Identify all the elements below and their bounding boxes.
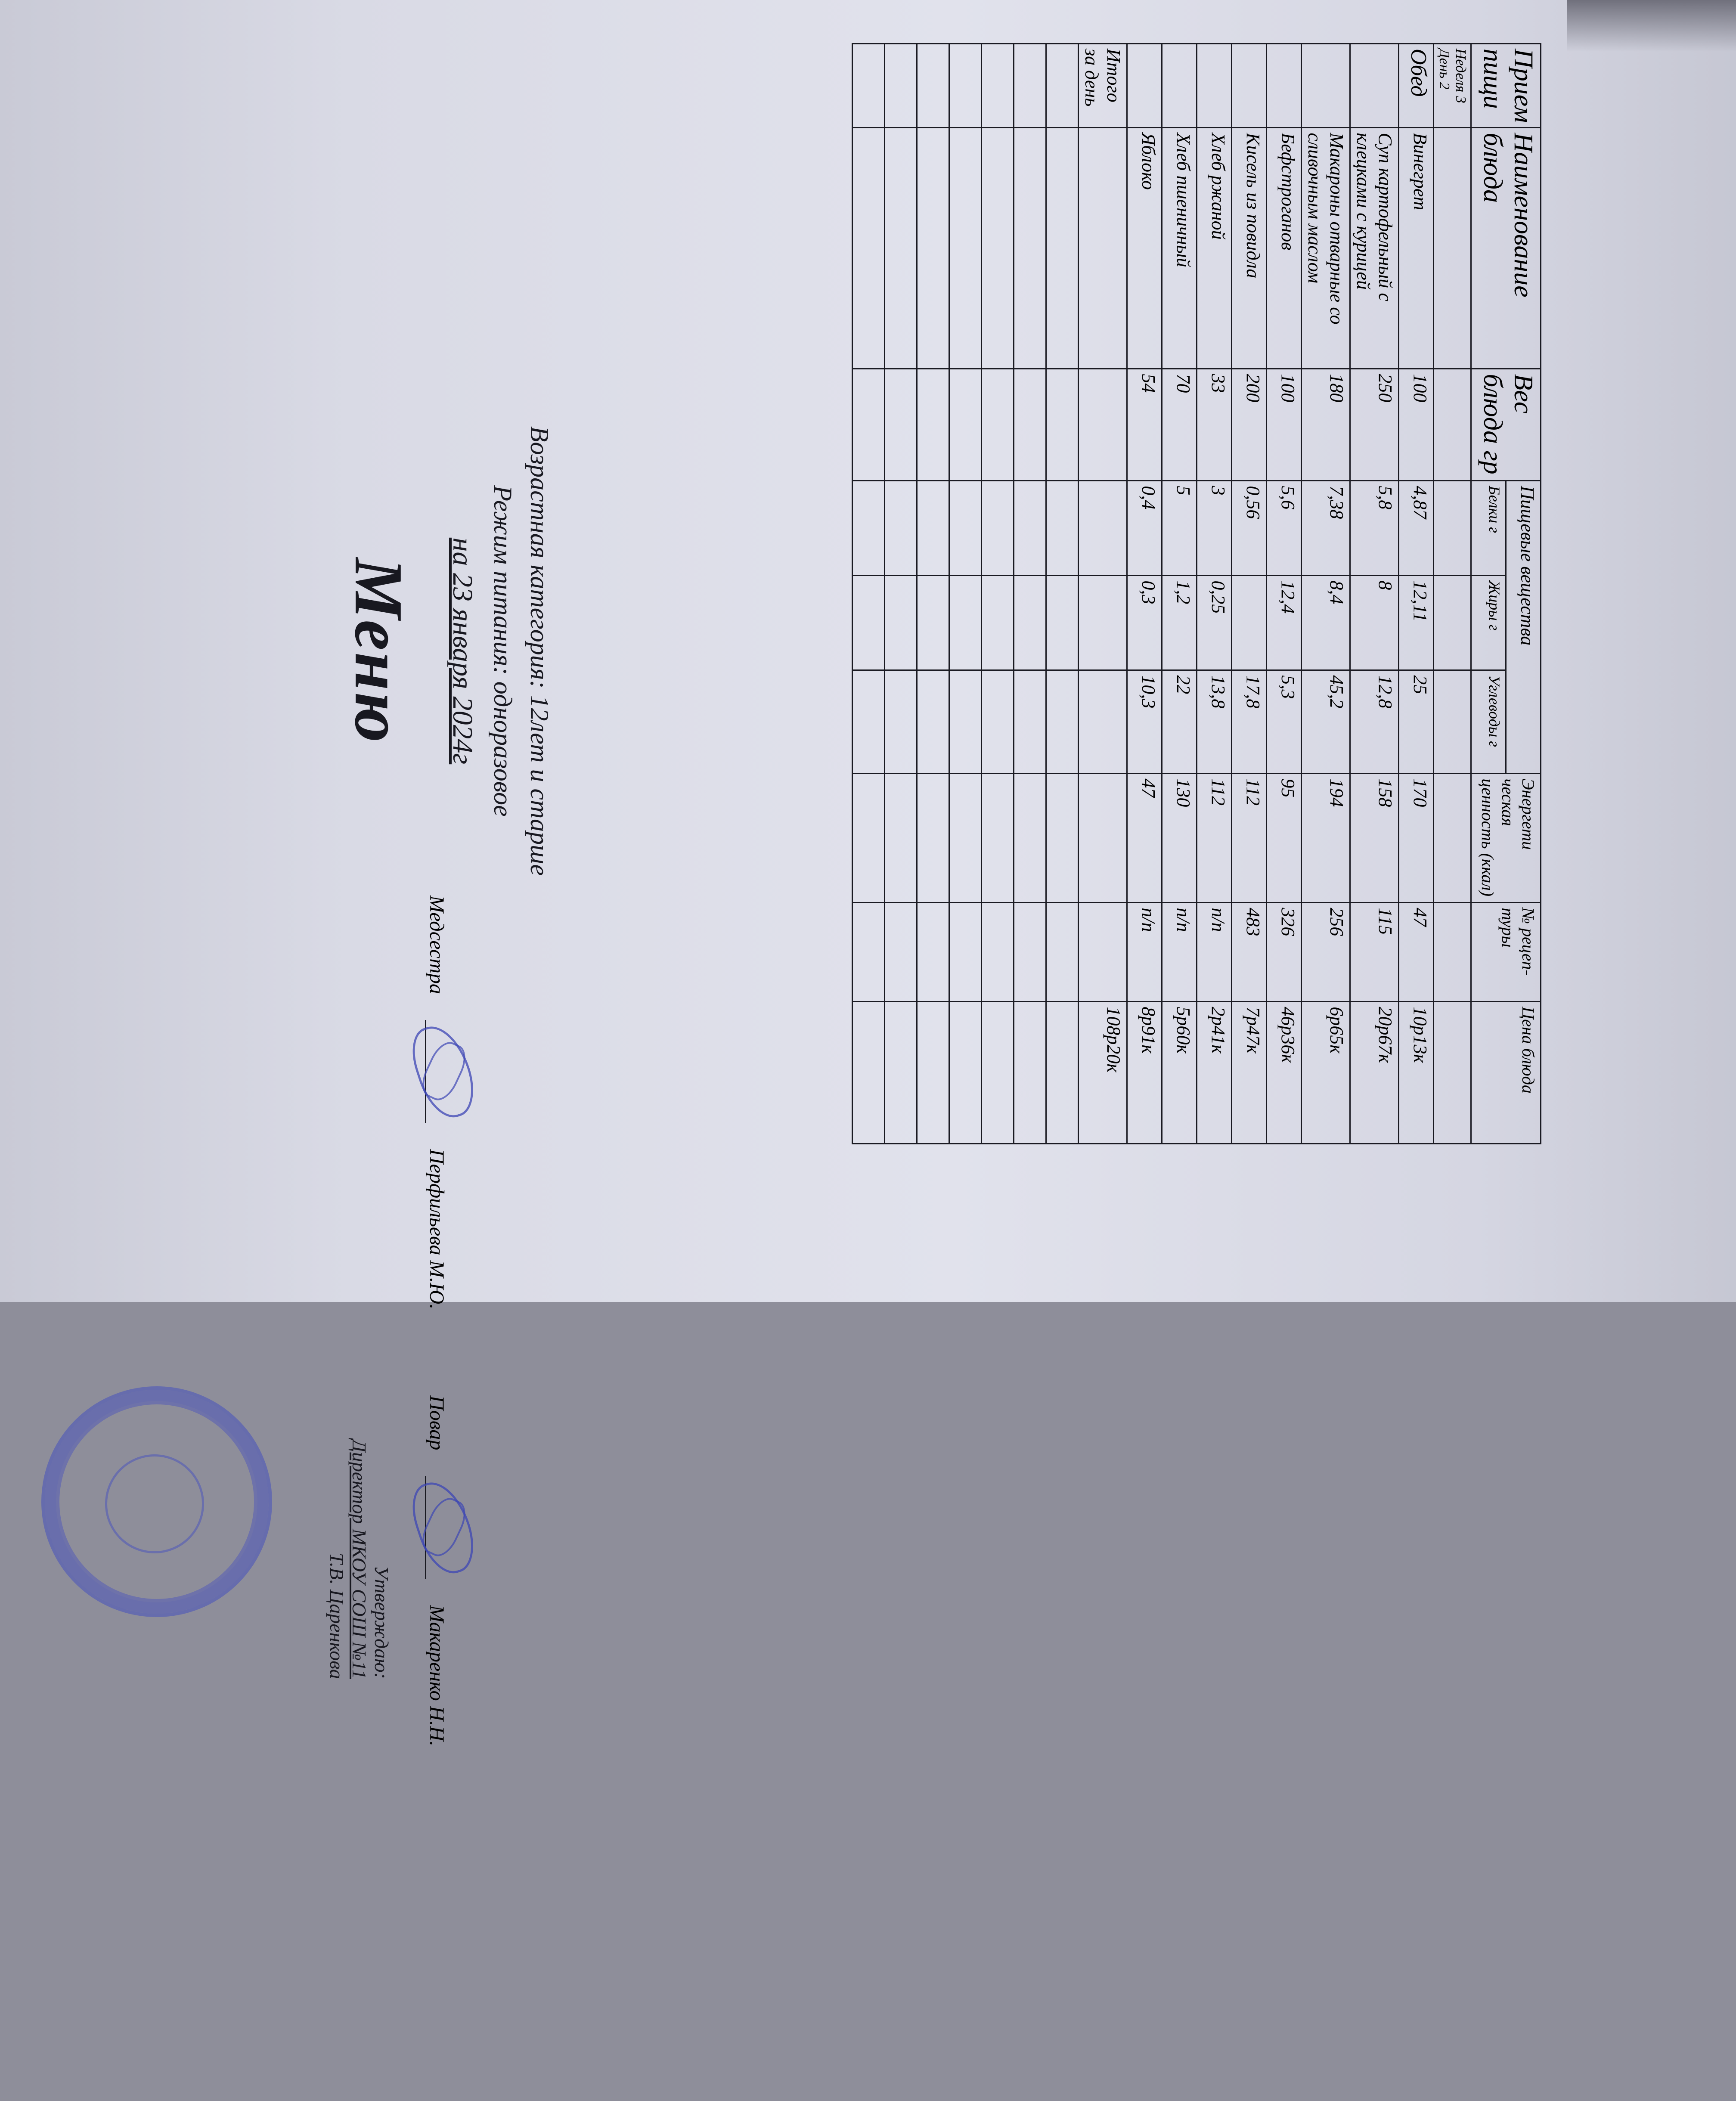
empty-cell (1046, 369, 1079, 481)
table-row (1267, 44, 1302, 1144)
empty-cell (852, 576, 885, 670)
cell-weight: 180 (1302, 369, 1350, 481)
cell-recipe: п/п (1127, 903, 1162, 1002)
cook-signature (425, 1476, 452, 1579)
footer-signatures (425, 896, 452, 2101)
cell-recipe: 256 (1302, 903, 1350, 1002)
cell-c: 17,8 (1232, 670, 1267, 774)
cell-f: 8,4 (1302, 576, 1350, 670)
empty-cell (1014, 576, 1046, 670)
cell-recipe: п/п (1162, 903, 1197, 1002)
empty-cell (982, 128, 1014, 369)
empty-cell (949, 576, 982, 670)
empty-cell (885, 128, 917, 369)
footer-rotator (366, 896, 452, 2101)
empty-cell (1046, 774, 1079, 903)
cell-price: 20р67к (1350, 1002, 1399, 1144)
empty-cell (852, 1002, 885, 1144)
cell-kcal: 112 (1197, 774, 1232, 903)
empty-cell (1046, 44, 1079, 128)
empty-row (852, 44, 885, 1144)
cell-dish: Хлеб ржаной (1197, 128, 1232, 369)
empty-cell (982, 369, 1014, 481)
table-row (1197, 44, 1232, 1144)
empty-cell (917, 774, 949, 903)
empty-cell (885, 481, 917, 576)
empty-cell (1014, 1002, 1046, 1144)
header-fats: Жиры г (1471, 576, 1506, 670)
cell-kcal: 95 (1267, 774, 1302, 903)
school-stamp-inner-ring (105, 1454, 204, 1553)
empty-cell (982, 481, 1014, 576)
empty-cell (1014, 670, 1046, 774)
approval-line-3: Т.В. Царенкова (326, 1553, 348, 1679)
table-row (1350, 44, 1399, 1144)
header-price: Цена блюда (1471, 1002, 1541, 1144)
approval-line-2: Директор МКОУ СОШ №11 (348, 1439, 370, 1679)
empty-row (1046, 44, 1079, 1144)
empty-cell (1014, 903, 1046, 1002)
empty-cell (949, 1002, 982, 1144)
cell-kcal: 170 (1399, 774, 1434, 903)
cell-dish: Яблоко (1127, 128, 1162, 369)
age-category: Возрастная категория: 12лет и старше (525, 426, 554, 876)
empty-cell (949, 774, 982, 903)
empty-cell (852, 903, 885, 1002)
empty-cell (917, 1002, 949, 1144)
cell-weight: 100 (1267, 369, 1302, 481)
empty-cell (917, 44, 949, 128)
empty-cell (852, 670, 885, 774)
empty-cell (885, 44, 917, 128)
cell-f: 0,3 (1127, 576, 1162, 670)
nurse-name: Перфильева М.Ю. (425, 1149, 448, 1310)
cell-recipe: п/п (1197, 903, 1232, 1002)
cell-price: 7р47к (1232, 1002, 1267, 1144)
total-label: Итого за день (1079, 44, 1127, 128)
menu-table (852, 43, 1541, 1144)
week-day-label: Неделя 3 День 2 (1434, 44, 1471, 128)
cell-kcal: 158 (1350, 774, 1399, 903)
empty-cell (1014, 128, 1046, 369)
cell-p: 5 (1162, 481, 1197, 576)
cell-price: 2р41к (1197, 1002, 1232, 1144)
cell-p: 7,38 (1302, 481, 1350, 576)
empty-cell (917, 670, 949, 774)
empty-cell (885, 369, 917, 481)
cell-c: 45,2 (1302, 670, 1350, 774)
empty-cell (852, 774, 885, 903)
empty-cell (1046, 670, 1079, 774)
cell-c: 22 (1162, 670, 1197, 774)
cell-c: 13,8 (1197, 670, 1232, 774)
table-row (1399, 44, 1434, 1144)
cell-kcal: 47 (1127, 774, 1162, 903)
empty-cell (1014, 481, 1046, 576)
cell-f: 1,2 (1162, 576, 1197, 670)
cell-f: 8 (1350, 576, 1399, 670)
empty-cell (982, 576, 1014, 670)
empty-cell (852, 44, 885, 128)
empty-cell (1014, 774, 1046, 903)
total-row (1079, 44, 1127, 1144)
cell-price: 6р65к (1302, 1002, 1350, 1144)
cell-c: 5,3 (1267, 670, 1302, 774)
empty-cell (1046, 128, 1079, 369)
cell-f: 12,4 (1267, 576, 1302, 670)
cell-weight: 200 (1232, 369, 1267, 481)
cell-kcal: 112 (1232, 774, 1267, 903)
empty-cell (949, 44, 982, 128)
table-row (1302, 44, 1350, 1144)
empty-cell (949, 369, 982, 481)
cell-recipe: 115 (1350, 903, 1399, 1002)
cell-weight: 70 (1162, 369, 1197, 481)
empty-cell (949, 670, 982, 774)
empty-cell (917, 576, 949, 670)
cell-c: 10,3 (1127, 670, 1162, 774)
empty-cell (982, 44, 1014, 128)
cell-dish: Хлеб пшеничный (1162, 128, 1197, 369)
empty-cell (852, 128, 885, 369)
empty-cell (982, 670, 1014, 774)
cell-weight: 250 (1350, 369, 1399, 481)
empty-cell (1046, 1002, 1079, 1144)
empty-row (917, 44, 949, 1144)
empty-row (1014, 44, 1046, 1144)
cell-recipe: 47 (1399, 903, 1434, 1002)
cell-p: 5,8 (1350, 481, 1399, 576)
nurse-signature (425, 1020, 452, 1123)
empty-cell (982, 903, 1014, 1002)
empty-cell (949, 481, 982, 576)
school-stamp (41, 1386, 272, 1617)
menu-date: на 23 января 2024г (447, 537, 478, 765)
table-row (1232, 44, 1267, 1144)
cell-weight: 33 (1197, 369, 1232, 481)
week-day-row (1434, 44, 1471, 1144)
cell-kcal: 194 (1302, 774, 1350, 903)
cell-c: 12,8 (1350, 670, 1399, 774)
empty-cell (1046, 903, 1079, 1002)
cell-price: 10р13к (1399, 1002, 1434, 1144)
header-recipe: № рецеп-туры (1471, 903, 1541, 1002)
header-carbs: Углеводы г (1471, 670, 1506, 774)
empty-rows (852, 44, 1079, 1144)
empty-cell (885, 1002, 917, 1144)
cell-f: 12,11 (1399, 576, 1434, 670)
cell-p: 4,87 (1399, 481, 1434, 576)
empty-cell (982, 774, 1014, 903)
header-meal: Прием пищи (1471, 44, 1541, 128)
cell-p: 0,4 (1127, 481, 1162, 576)
cell-price: 46р36к (1267, 1002, 1302, 1144)
table-row (1162, 44, 1197, 1144)
table-rotator (594, 43, 1541, 1240)
total-price: 108р20к (1079, 1002, 1127, 1144)
cell-price: 5р60к (1162, 1002, 1197, 1144)
meal-name: Обед (1399, 44, 1434, 128)
empty-cell (885, 576, 917, 670)
empty-cell (1014, 44, 1046, 128)
empty-cell (917, 128, 949, 369)
header-energy: Энергети ческая ценность (ккал) (1471, 774, 1541, 903)
empty-cell (949, 128, 982, 369)
page-title: Меню (341, 558, 417, 744)
empty-cell (852, 481, 885, 576)
header-proteins: Белки г (1471, 481, 1506, 576)
cell-dish: Винегрет (1399, 128, 1434, 369)
empty-cell (885, 774, 917, 903)
approval-line-1: Утверждаю: (371, 1565, 393, 1679)
cell-weight: 54 (1127, 369, 1162, 481)
header-weight: Вес блюда гр (1471, 369, 1541, 481)
header-nutrients: Пищевые вещества (1506, 481, 1541, 774)
empty-cell (917, 903, 949, 1002)
cell-price: 8р91к (1127, 1002, 1162, 1144)
cell-f: 0,25 (1197, 576, 1232, 670)
cell-dish: Кисель из повидла (1232, 128, 1267, 369)
empty-cell (917, 481, 949, 576)
empty-cell (949, 903, 982, 1002)
cell-dish: Макароны отварные со сливочным маслом (1302, 128, 1350, 369)
empty-cell (852, 369, 885, 481)
empty-cell (917, 369, 949, 481)
empty-cell (1014, 369, 1046, 481)
cell-f (1232, 576, 1267, 670)
cell-recipe: 326 (1267, 903, 1302, 1002)
empty-cell (982, 1002, 1014, 1144)
empty-cell (885, 903, 917, 1002)
menu-rows (1127, 44, 1434, 1144)
meal-mode: Режим питания: одноразовое (489, 485, 517, 817)
cell-dish: Суп картофельный с клецками с курицей (1350, 128, 1399, 369)
cell-c: 25 (1399, 670, 1434, 774)
table-header-row (1506, 44, 1541, 1144)
cell-kcal: 130 (1162, 774, 1197, 903)
table-row (1127, 44, 1162, 1144)
cell-p: 0,56 (1232, 481, 1267, 576)
cell-recipe: 483 (1232, 903, 1267, 1002)
nurse-label: Медсестра (425, 896, 448, 995)
header-dish: Наименование блюда (1471, 128, 1541, 369)
cook-name: Макаренко Н.Н. (425, 1605, 448, 1746)
empty-cell (1046, 481, 1079, 576)
cell-dish: Бефстроганов (1267, 128, 1302, 369)
empty-row (982, 44, 1014, 1144)
cell-p: 5,6 (1267, 481, 1302, 576)
empty-row (885, 44, 917, 1144)
cell-weight: 100 (1399, 369, 1434, 481)
cell-p: 3 (1197, 481, 1232, 576)
empty-cell (885, 670, 917, 774)
empty-row (949, 44, 982, 1144)
empty-cell (1046, 576, 1079, 670)
cook-label: Повар (425, 1395, 448, 1450)
